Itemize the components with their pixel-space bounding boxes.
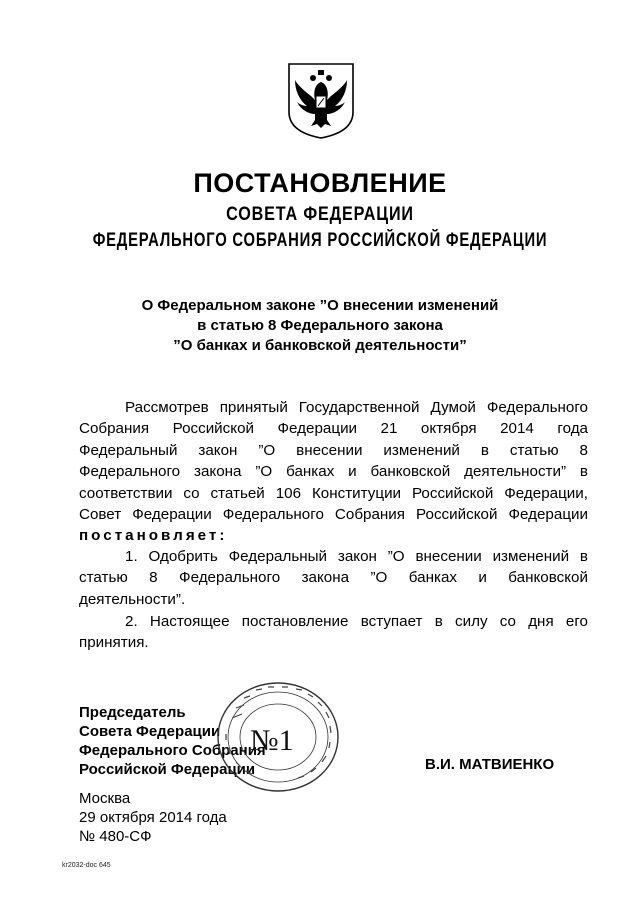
document-number: № 480-СФ: [79, 828, 152, 845]
subject-line-1: О Федеральном законе ”О внесении изменений: [141, 297, 499, 314]
item-line: принятия.: [79, 634, 149, 652]
preamble-line: Федерального закона ”О банках и банковской деятельности” в: [79, 463, 588, 481]
preamble-line: Рассмотрев принятый Государственной Думой Федерального: [125, 399, 588, 416]
signature-line: Председатель: [79, 704, 186, 721]
subject-line-3: ”О банках и банковской деятельности”: [173, 337, 467, 354]
preamble-line: Собрания Российской Федерации 21 октября 2014 года: [79, 420, 588, 438]
signature-line: Российской Федерации: [79, 761, 256, 778]
issuer-line-1: СОВЕТА ФЕДЕРАЦИИ: [226, 204, 414, 225]
signature-line: Совета Федерации: [79, 723, 221, 740]
stamp-number: №1: [250, 724, 294, 757]
document-code: kr2032-doc 645: [62, 862, 111, 869]
issue-date: 29 октября 2014 года: [79, 809, 227, 826]
issue-details: [79, 789, 227, 846]
document-title: ПОСТАНОВЛЕНИЕ: [193, 168, 447, 198]
coat-of-arms-emblem: [285, 62, 357, 140]
subject-line-2: в статью 8 Федерального закона: [197, 317, 443, 334]
item-line: 2. Настоящее постановление вступает в силу со дня его: [125, 613, 588, 630]
resolves-word: постановляет:: [79, 527, 228, 545]
preamble-line: Федеральный закон ”О внесении изменений в статью 8: [79, 441, 588, 459]
item-line: деятельности”.: [79, 590, 186, 608]
item-1-paragraph: [79, 546, 588, 610]
official-stamp: [212, 678, 344, 796]
preamble-paragraph: [79, 397, 588, 547]
issue-city: Москва: [79, 790, 131, 807]
item-line: статью 8 Федерального закона ”О банках и банковской: [79, 569, 588, 587]
issuer-line-2: ФЕДЕРАЛЬНОГО СОБРАНИЯ РОССИЙСКОЙ ФЕДЕРАЦИИ: [92, 230, 548, 251]
signature-line: Федерального Собрания: [79, 742, 266, 759]
preamble-line: соответствии со статьей 106 Конституции Российской Федерации,: [79, 484, 588, 502]
signer-name: В.И. МАТВИЕНКО: [425, 756, 555, 773]
preamble-line: Совет Федерации Федерального Собрания Российской Федерации: [79, 506, 588, 524]
item-line: 1. Одобрить Федеральный закон ”О внесении изменений в: [125, 548, 588, 565]
item-2-paragraph: [79, 611, 588, 654]
